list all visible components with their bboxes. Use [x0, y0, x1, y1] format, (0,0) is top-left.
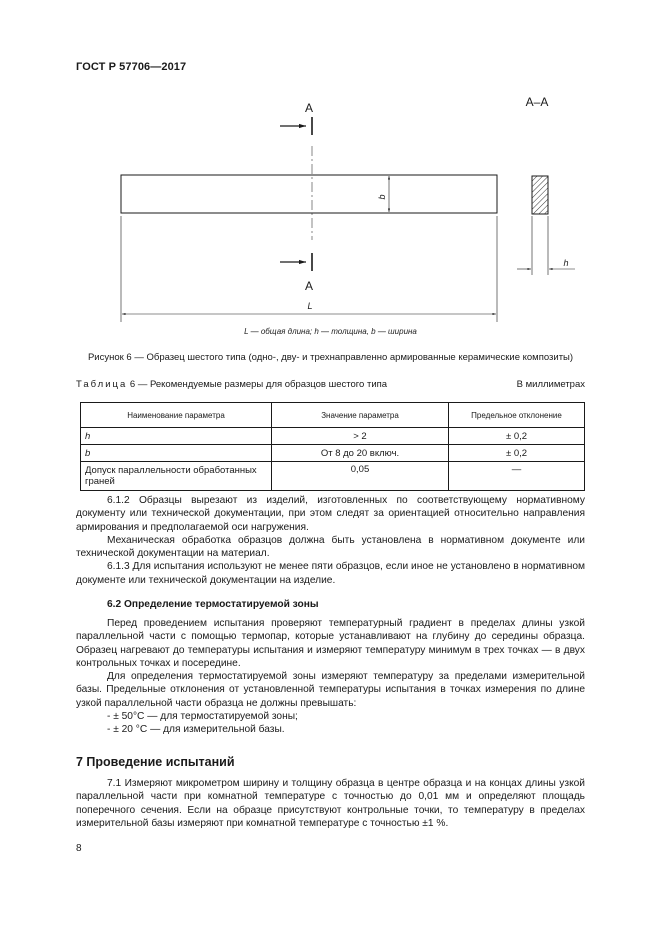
table-cell: h	[81, 428, 272, 445]
table-cell: 0,05	[272, 462, 449, 491]
standard-code: ГОСТ Р 57706—2017	[76, 61, 187, 73]
heading-7: 7 Проведение испытаний	[76, 755, 235, 769]
section-6-2-text	[76, 617, 585, 737]
table-caption	[76, 379, 387, 390]
table-header-cell: Значение параметра	[272, 403, 449, 428]
specimen-drawing	[0, 0, 661, 345]
dimension-h-label: h	[563, 258, 569, 268]
table-row	[81, 428, 585, 445]
list-item: - ± 20 °С — для измерительной базы.	[107, 724, 285, 736]
section-7-text	[76, 777, 585, 830]
table-row	[81, 462, 585, 491]
table-row	[81, 445, 585, 462]
section-view	[532, 176, 548, 214]
dimension-b-label: b	[377, 194, 387, 200]
paragraph-6-1-2: 6.1.2 Образцы вырезают из изделий, изготовленных по соответствующему нормативному документу или технической документации, при этом следят за ориентацией относительно направления армирования и предполагаемой оси нагружения.	[76, 495, 585, 533]
paragraph-6-2-a: Перед проведением испытания проверяют температурный градиент в пределах длины узкой параллельной части с помощью термопар, которые устанавливают на глубину до середины образца. Образец нагревают до температуры испытания и измеряют температуру минимум в трех точках — в двух контрольных точках и посередине.	[76, 618, 585, 669]
paragraph-machining: Механическая обработка образцов должна быть установлена в нормативном документе или технической документации на материал.	[76, 534, 585, 560]
table-header-cell: Предельное отклонение	[449, 403, 585, 428]
table-header-cell: Наименование параметра	[81, 403, 272, 428]
cut-label-top: А	[304, 101, 314, 115]
dimension-L-label: L	[307, 301, 313, 311]
table-caption-prefix: Таблица	[76, 379, 128, 390]
table-cell: ± 0,2	[449, 445, 585, 462]
heading-6-2: 6.2 Определение термостатируемой зоны	[107, 599, 319, 610]
figure-caption: Рисунок 6 — Образец шестого типа (одно-, дву- и трехнаправленно армированные керамические композиты)	[87, 352, 574, 363]
list-item: - ± 50°С — для термостатируемой зоны;	[107, 711, 298, 723]
cut-label-bottom: А	[304, 279, 314, 293]
table-cell: От 8 до 20 включ.	[272, 445, 449, 462]
table-cell: > 2	[272, 428, 449, 445]
specimen-body	[121, 175, 497, 213]
table-units: В миллиметрах	[516, 379, 585, 390]
paragraph-7-1: 7.1 Измеряют микрометром ширину и толщину образца в центре образца и на концах длины узкой параллельной части при комнатной температуре с точностью до 0,01 мм и определяют площадь поперечного сечения. Если на образце присутствуют контрольные точки, то температуру в пределах измерительной базы измеряют при комнатной температуре с точностью ±1 %.	[76, 778, 585, 829]
section-6-1-text	[76, 494, 585, 587]
table-header-row	[81, 403, 585, 428]
page-number: 8	[76, 843, 82, 854]
table-caption-text: 6 — Рекомендуемые размеры для образцов шестого типа	[129, 379, 388, 390]
table-cell: ± 0,2	[449, 428, 585, 445]
paragraph-6-2-b: Для определения термостатируемой зоны измеряют температуру за пределами измерительной базы. Предельные отклонения от установленной температуры испытания в точках измерения по длине узкой параллельной части образца не должны превышать:	[76, 671, 585, 709]
parameters-table	[80, 402, 585, 491]
section-label: А–А	[525, 95, 549, 109]
paragraph-6-1-3: 6.1.3 Для испытания используют не менее пяти образцов, если иное не установлено в нормативном документе или технической документации на изделие.	[76, 561, 585, 586]
figure-legend: L — общая длина; h — толщина, b — ширина	[244, 327, 417, 336]
table-cell: Допуск параллельности обработанных граней	[81, 462, 272, 491]
table-cell: —	[449, 462, 585, 491]
table-cell: b	[81, 445, 272, 462]
